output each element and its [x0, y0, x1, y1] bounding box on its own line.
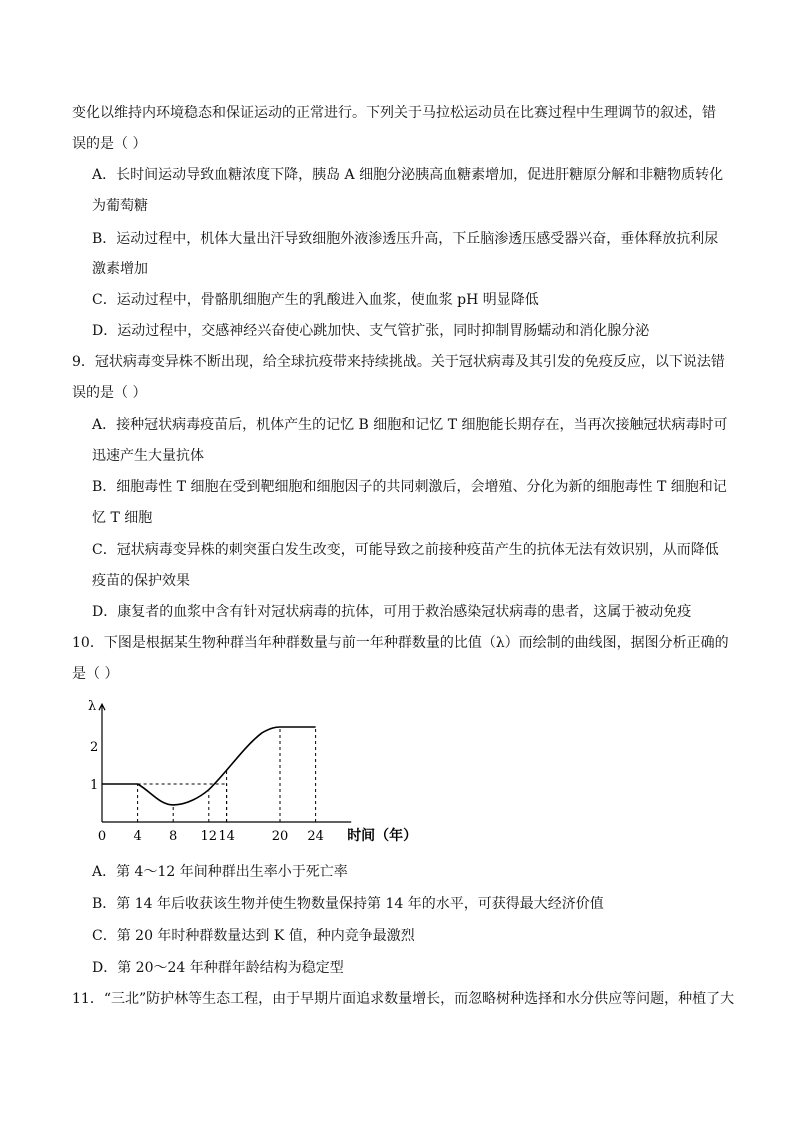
- x-tick-label: 20: [271, 829, 289, 844]
- q10-stem-line2: 是（ ）: [72, 666, 119, 682]
- q10-option-d: D．第 20～24 年种群年龄结构为稳定型: [92, 960, 344, 976]
- q9-stem-line2: 误的是（ ）: [72, 385, 147, 401]
- q9-option-d: D．康复者的血浆中含有针对冠状病毒的抗体，可用于救治感染冠状病毒的患者，这属于被动免疫: [92, 604, 692, 620]
- x-tick-label: 0: [97, 829, 107, 844]
- x-tick-label: 8: [169, 829, 178, 844]
- q8-option-a-cont: 为葡萄糖: [92, 198, 148, 214]
- q8-option-a: A．长时间运动导致血糖浓度下降，胰岛 A 细胞分泌胰高血糖素增加，促进肝糖原分解和非糖物质转化: [92, 167, 724, 183]
- y-axis-label: λ: [88, 699, 97, 715]
- q10-option-a: A．第 4～12 年间种群出生率小于死亡率: [92, 864, 348, 880]
- q10-option-c: C．第 20 年时种群数量达到 K 值，种内竞争最激烈: [92, 928, 415, 944]
- q8-stem-line2: 误的是（ ）: [72, 136, 147, 152]
- lambda-curve-series: [102, 727, 316, 805]
- q10-stem-line1: 10．下图是根据某生物种群当年种群数量与前一年种群数量的比值（λ）而绘制的曲线图，据图分析正确的: [72, 635, 729, 651]
- lambda-curve-chart: [84, 696, 418, 846]
- q9-option-c-cont: 疫苗的保护效果: [92, 573, 190, 589]
- x-tick-label: 24: [307, 829, 324, 844]
- q9-option-a-cont: 迅速产生大量抗体: [92, 448, 204, 464]
- x-tick-label: 12: [200, 829, 218, 844]
- q8-option-b-cont: 激素增加: [92, 261, 148, 277]
- q9-option-c: C．冠状病毒变异株的刺突蛋白发生改变，可能导致之前接种疫苗产生的抗体无法有效识别，从而降低: [92, 542, 719, 558]
- q9-option-b: B．细胞毒性 T 细胞在受到靶细胞和细胞因子的共同刺激后，会增殖、分化为新的细胞毒性 T 细胞和记: [92, 479, 727, 495]
- x-axis-label: 时间（年）: [347, 828, 418, 844]
- q10-option-b: B．第 14 年后收获该生物并使生物数量保持第 14 年的水平，可获得最大经济价值: [92, 896, 604, 912]
- q8-option-d: D．运动过程中，交感神经兴奋使心跳加快、支气管扩张，同时抑制胃肠蠕动和消化腺分泌: [92, 323, 650, 339]
- q11-stem-line1: 11．“三北”防护林等生态工程，由于早期片面追求数量增长，而忽略树种选择和水分供应等问题，种植了大: [72, 991, 735, 1007]
- q8-option-b: B．运动过程中，机体大量出汗导致细胞外液渗透压升高，下丘脑渗透压感受器兴奋，垂体释放抗利尿: [92, 231, 719, 247]
- y-tick-label: 2: [90, 740, 99, 755]
- x-tick-label: 14: [218, 829, 235, 844]
- q8-option-c: C．运动过程中，骨骼肌细胞产生的乳酸进入血浆，使血浆 pH 明显降低: [92, 292, 539, 308]
- q9-option-b-cont: 忆 T 细胞: [92, 510, 153, 526]
- x-tick-label: 4: [133, 829, 142, 844]
- q8-stem-line1: 变化以维持内环境稳态和保证运动的正常进行。下列关于马拉松运动员在比赛过程中生理调节的叙述，错: [72, 105, 716, 121]
- q9-option-a: A．接种冠状病毒疫苗后，机体产生的记忆 B 细胞和记忆 T 细胞能长期存在，当再次接触冠状病毒时可: [92, 417, 728, 433]
- y-tick-label: 1: [90, 778, 99, 793]
- q9-stem-line1: 9．冠状病毒变异株不断出现，给全球抗疫带来持续挑战。关于冠状病毒及其引发的免疫反应，以下说法错: [72, 354, 725, 370]
